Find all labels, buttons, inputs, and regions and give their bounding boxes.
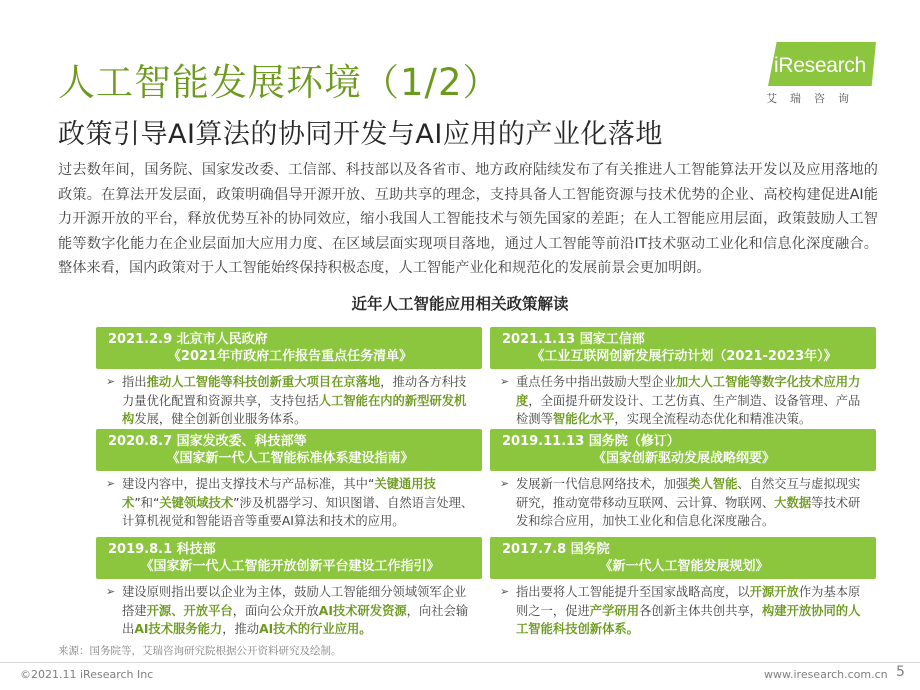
policy-date-org: 2019.11.13 国务院（修订）	[502, 434, 680, 449]
policy-card	[96, 429, 482, 531]
highlighted-text: AI技术服务能力	[134, 622, 223, 636]
description-text: ”涉及机器学习、知识图谱、自然语言处理、计算机视觉和智能语音等重要AI算法和技术的应用。	[122, 495, 474, 528]
highlighted-text: 大数据	[774, 495, 812, 510]
highlighted-text: 类人智能	[688, 477, 738, 491]
description-text: 建设原则指出要以企业为主体，鼓励人工智能细分领域领军企业搭建	[122, 585, 467, 618]
website-url: www.iresearch.com.cn	[764, 668, 888, 681]
highlighted-text: 加大人工智能等数字化技术应用力度	[516, 375, 861, 408]
iresearch-logo	[758, 42, 878, 104]
description-text: 各创新主体共创共享，	[639, 603, 762, 618]
policy-card	[96, 327, 482, 429]
policy-card	[490, 537, 876, 639]
highlighted-text: AI技术研发资源	[318, 603, 407, 618]
policy-card	[96, 537, 482, 639]
highlighted-text: 产学研用	[589, 603, 639, 618]
description-text: ”和“	[134, 495, 160, 510]
intro-paragraph: 过去数年间，国务院、国家发改委、工信部、科技部以及各省市、地方政府陆续发布了有关推进人工智能算法开发以及应用落地的政策。在算法开发层面，政策明确倡导开源开放、互助共享的理念，支持具备人工智能资源与技术优势的企业、高校构建促进AI能力开源开放的平台，释放优势互补的协同效应，缩小我国人工智能技术与领先国家的差距；在人工智能应用层面，政策鼓励人工智能等数字化能力在企业层面加大应用力度、在区域层面实现项目落地，通过人工智能等前沿IT技术驱动工业化和信息化深度融合。整体来看，国内政策对于人工智能始终保持积极态度，人工智能产业化和规范化的发展前景会更加明朗。	[58, 162, 878, 276]
highlighted-text: 构建开放协同的人工智能科技创新体系。	[516, 603, 861, 636]
policy-card	[490, 327, 876, 429]
description-text: ，推动各方科技力量优化配置和资源共享，支持包括	[122, 375, 467, 408]
highlighted-text: 人工智能在内的新型研发机构	[122, 393, 467, 426]
policy-date-org: 2019.8.1 科技部	[108, 542, 216, 557]
policy-document-name: 《工业互联网创新发展行动计划（2021-2023年）》	[531, 349, 837, 364]
logo-wordmark: iResearch	[774, 54, 866, 77]
policy-document-name: 《国家创新驱动发展战略纲要》	[592, 451, 775, 466]
highlighted-text: 智能化水平	[552, 412, 615, 426]
policy-card-header	[490, 327, 876, 369]
policy-document-name: 《2021年市政府工作报告重点任务清单》	[167, 349, 413, 364]
description-text: 指出要将人工智能提升至国家战略高度，以	[516, 585, 750, 599]
description-text: ，全面提升研发设计、工艺仿真、生产制造、设备管理、产品检测等	[516, 393, 861, 426]
policy-card-header	[96, 537, 482, 579]
description-text: 重点任务中指出鼓励大型企业	[516, 375, 676, 389]
arrow-bullet-icon: ➢	[106, 477, 116, 490]
highlighted-text: AI技术的行业应用。	[259, 622, 372, 636]
policy-document-name: 《新一代人工智能发展规划》	[599, 559, 769, 574]
policy-date-org: 2021.1.13 国家工信部	[502, 332, 645, 347]
description-text: ，向社会输出	[122, 603, 469, 636]
description-text: 作为基本原则之一，促进	[516, 585, 861, 618]
policy-description	[96, 579, 482, 639]
policy-card-header	[96, 327, 482, 369]
policy-description	[96, 369, 482, 429]
highlighted-text: 开源、开放平台	[146, 603, 233, 618]
policy-document-name: 《国家新一代人工智能开放创新平台建设工作指引》	[140, 559, 440, 574]
policy-card-header	[490, 429, 876, 471]
highlighted-text: 关键通用技术	[122, 477, 436, 510]
description-text: 、自然交互与虚拟现实研究，推动宽带移动互联网、云计算、物联网、	[516, 477, 861, 510]
policy-card	[490, 429, 876, 531]
logo-chinese: 艾瑞咨询	[766, 92, 862, 105]
policy-date-org: 2020.8.7 国家发改委、科技部等	[108, 434, 307, 449]
policy-table-title: 近年人工智能应用相关政策解读	[351, 295, 569, 313]
policy-description	[490, 471, 876, 531]
policy-description	[490, 579, 876, 639]
description-text: 等技术研发和综合应用，加快工业化和信息化深度融合。	[516, 495, 861, 528]
description-text: 指出	[122, 375, 147, 389]
arrow-bullet-icon: ➢	[106, 585, 116, 598]
description-text: ，面向公众开放	[232, 603, 319, 618]
highlighted-text: 关键领域技术	[159, 495, 234, 510]
page-subtitle: 政策引导AI算法的协同开发与AI应用的产业化落地	[58, 119, 663, 150]
policy-document-name: 《国家新一代人工智能标准体系建设指南》	[166, 451, 414, 466]
page-number: 5	[896, 664, 905, 680]
policy-card-header	[96, 429, 482, 471]
highlighted-text: 推动人工智能等科技创新重大项目在京落地	[146, 375, 381, 389]
policy-date-org: 2017.7.8 国务院	[502, 542, 610, 557]
page-title: 人工智能发展环境（1/2）	[58, 61, 501, 104]
policy-description	[96, 471, 482, 531]
description-text: 建设内容中，提出支撑技术与产品标准，其中“	[122, 477, 375, 491]
description-text: ，推动	[222, 622, 260, 636]
policy-description	[490, 369, 876, 429]
arrow-bullet-icon: ➢	[500, 375, 510, 388]
source-note: 来源：国务院等，艾瑞咨询研究院根据公开资料研究及绘制。	[58, 645, 342, 657]
arrow-bullet-icon: ➢	[106, 375, 116, 388]
description-text: 发展，健全创新创业服务体系。	[134, 412, 307, 426]
footer-divider	[0, 662, 920, 663]
policy-date-org: 2021.2.9 北京市人民政府	[108, 332, 268, 347]
copyright: ©2021.11 iResearch Inc	[20, 668, 154, 681]
highlighted-text: 开源开放	[749, 585, 799, 599]
description-text: 发展新一代信息网络技术，加强	[516, 477, 689, 491]
description-text: ，实现全流程动态优化和精准决策。	[614, 412, 812, 426]
arrow-bullet-icon: ➢	[500, 585, 510, 598]
policy-card-header	[490, 537, 876, 579]
arrow-bullet-icon: ➢	[500, 477, 510, 490]
